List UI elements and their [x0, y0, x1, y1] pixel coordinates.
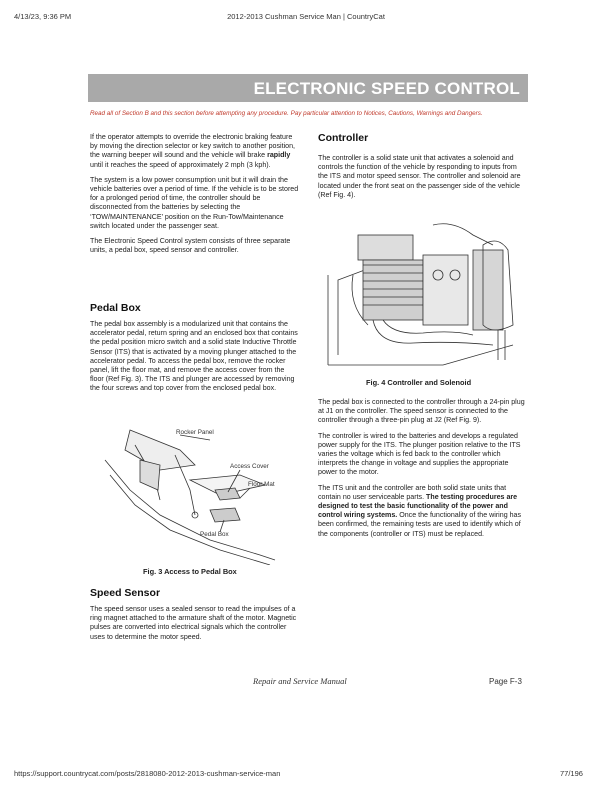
left-column-speed	[90, 605, 300, 648]
paragraph-speed-sensor: The speed sensor uses a sealed sensor to read the impulses of a ring magnet attached to the armature shaft of the motor. Magnetic pulses are converted into electrical signals which the controller uses to determine the motor speed.	[90, 605, 297, 641]
right-column-bottom	[318, 398, 526, 545]
left-column-top	[90, 133, 300, 261]
pedal-box-figure	[100, 420, 290, 565]
label-rocker-panel: Rocker Panel	[176, 429, 214, 436]
print-datetime: 4/13/23, 9:36 PM	[14, 12, 72, 21]
paragraph-override: If the operator attempts to override the electronic braking feature by moving the direction selector or key switch to another position, the warning beeper will sound and the vehicle will brake rapidly until it reaches the speed of approximately 2 mph (3 kph).	[90, 133, 296, 169]
paragraph-pedal-box: The pedal box assembly is a modularized unit that contains the accelerator pedal, return spring and an enclosed box that contains the pedal position micro switch and a solid state Inductive Throttle Sensor (ITS) that is activated by a moving plunger attached to the accelerator pedal. To access the pedal box, remove the rocker panel, lift the floor mat, and remove the access cover from the floor (Ref Fig. 3). The ITS and plunger are accessed by removing the four screws and top cover from the enclosed pedal box.	[90, 320, 298, 393]
section-title: ELECTRONIC SPEED CONTROL	[253, 79, 520, 98]
label-floor-mat: Floor Mat	[248, 481, 275, 488]
paragraph-power-supply: The controller is wired to the batteries and develops a regulated power supply for the ITS. The plunger position relative to the ITS varies the voltage which is fed back to the controller which interprets the change in voltage and supplies the appropriate power to the motor.	[318, 431, 521, 477]
heading-controller: Controller	[318, 132, 369, 144]
fig3-caption: Fig. 3 Access to Pedal Box	[143, 567, 237, 576]
section-banner	[88, 74, 528, 102]
label-access-cover: Access Cover	[230, 463, 269, 470]
footer-manual-title: Repair and Service Manual	[253, 676, 347, 686]
left-column-pedal	[90, 320, 300, 400]
heading-pedal-box: Pedal Box	[90, 302, 141, 314]
paragraph-units: The Electronic Speed Control system consists of three separate units, a pedal box, speed sensor and controller.	[90, 237, 291, 255]
paragraph-controller: The controller is a solid state unit that activates a solenoid and controls the function of the vehicle by responding to inputs from the ITS and motor speed sensor. The controller and solenoid are located under the front seat on the passenger side of the vehicle (Ref Fig. 4).	[318, 154, 521, 199]
heading-speed-sensor: Speed Sensor	[90, 587, 161, 599]
controller-figure	[323, 215, 523, 370]
safety-notice: Read all of Section B and this section before attempting any procedure. Pay particular attention to Notices, Cautions, Warnings and Dangers.	[90, 110, 483, 117]
print-title: 2012-2013 Cushman Service Man | CountryCat	[227, 12, 385, 21]
paragraph-its: The ITS unit and the controller are both solid state units that contain no user serviceable parts. The testing procedures are designed to test the basic functionality of the power and control wiring systems. Once the functionality of the wiring has been confirmed, the remaining tests are used to identify which of the components (controller or ITS) must be replaced.	[318, 483, 522, 538]
right-column-top	[318, 154, 526, 206]
paragraph-power: The system is a low power consumption unit but it will drain the vehicle batteries over a period of time. If the vehicle is to be stored for a prolonged period of time, the controller should be disconnected from the batteries by selecting the ‘TOW/MAINTENANCE’ position on the Run-Tow/Maintenance switch located under the passenger seat.	[90, 175, 299, 230]
print-url: https://support.countrycat.com/posts/2818080-2012-2013-cushman-service-man	[14, 769, 281, 778]
print-page-count: 77/196	[560, 769, 583, 778]
label-pedal-box: Pedal Box	[200, 531, 229, 538]
footer-page-number: Page F-3	[489, 677, 522, 686]
fig4-caption: Fig. 4 Controller and Solenoid	[366, 378, 472, 387]
paragraph-connectors: The pedal box is connected to the controller through a 24-pin plug at J1 on the controller. The speed sensor is connected to the controller through a three-pin plug at J2 (Ref Fig. 9).	[318, 398, 525, 425]
